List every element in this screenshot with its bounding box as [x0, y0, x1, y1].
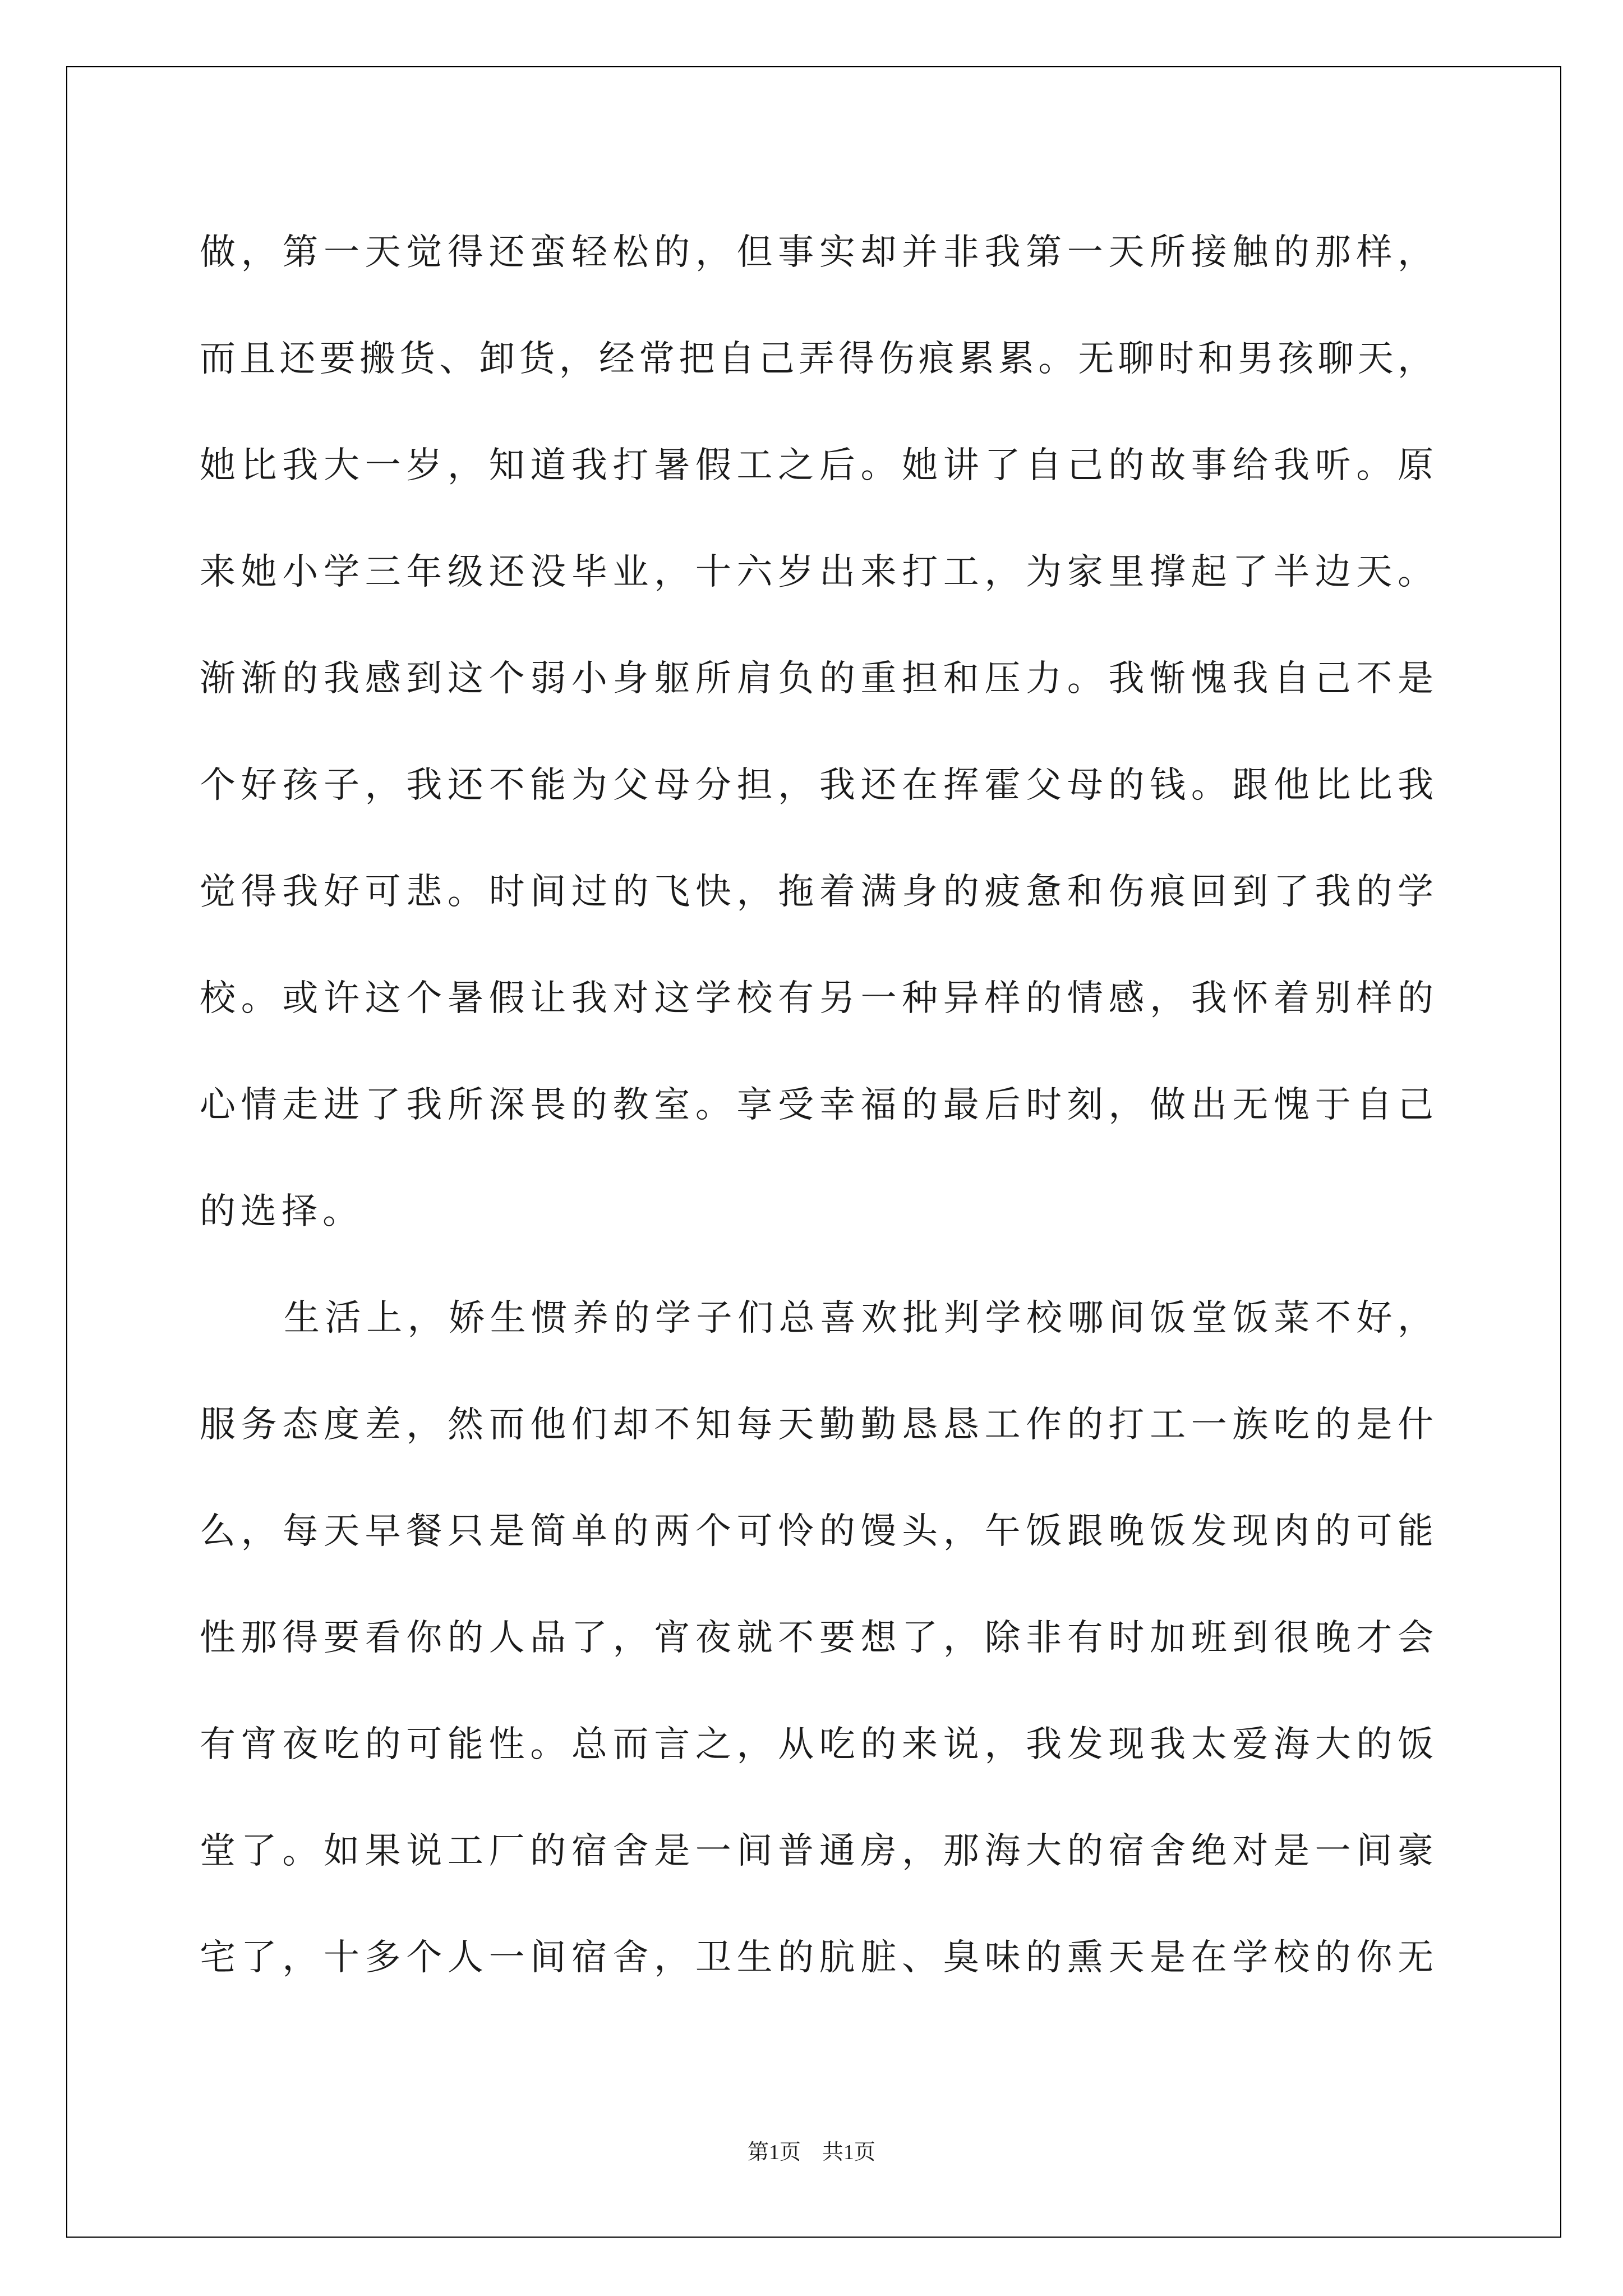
- text-line: 个好孩子，我还不能为父母分担，我还在挥霍父母的钱。跟他比比我: [200, 765, 1433, 806]
- text-line: 服务态度差，然而他们却不知每天勤勤恳恳工作的打工一族吃的是什: [200, 1404, 1433, 1446]
- text-line: 生活上，娇生惯养的学子们总喜欢批判学校哪间饭堂饭菜不好，: [284, 1297, 1433, 1339]
- text-line: 觉得我好可悲。时间过的飞快，拖着满身的疲惫和伤痕回到了我的学: [200, 871, 1433, 913]
- text-line: 来她小学三年级还没毕业，十六岁出来打工，为家里撑起了半边天。: [200, 551, 1433, 593]
- text-line: 做，第一天觉得还蛮轻松的，但事实却并非我第一天所接触的那样，: [200, 232, 1433, 273]
- text-line: 渐渐的我感到这个弱小身躯所肩负的重担和压力。我惭愧我自己不是: [200, 658, 1433, 700]
- text-line: 堂了。如果说工厂的宿舍是一间普通房，那海大的宿舍绝对是一间豪: [200, 1830, 1433, 1872]
- text-line: 她比我大一岁，知道我打暑假工之后。她讲了自己的故事给我听。原: [200, 445, 1433, 486]
- text-line: 宅了，十多个人一间宿舍，卫生的肮脏、臭味的熏天是在学校的你无: [200, 1937, 1433, 1978]
- text-line: 有宵夜吃的可能性。总而言之，从吃的来说，我发现我太爱海大的饭: [200, 1724, 1433, 1765]
- text-line: 校。或许这个暑假让我对这学校有另一种异样的情感，我怀着别样的: [200, 978, 1433, 1019]
- page-number-footer: 第1页 共1页: [747, 2141, 875, 2164]
- text-line: 么，每天早餐只是简单的两个可怜的馒头，午饭跟晚饭发现肉的可能: [200, 1511, 1433, 1552]
- text-line: 心情走进了我所深畏的教室。享受幸福的最后时刻，做出无愧于自己: [200, 1084, 1433, 1126]
- text-line: 而且还要搬货、卸货，经常把自己弄得伤痕累累。无聊时和男孩聊天，: [200, 338, 1433, 380]
- paragraph-2: [200, 1265, 1433, 2011]
- text-line: 性那得要看你的人品了，宵夜就不要想了，除非有时加班到很晚才会: [200, 1617, 1433, 1659]
- paragraph-1: [200, 199, 1433, 1265]
- body-text: [200, 199, 1433, 2011]
- text-line: 的选择。: [200, 1191, 363, 1232]
